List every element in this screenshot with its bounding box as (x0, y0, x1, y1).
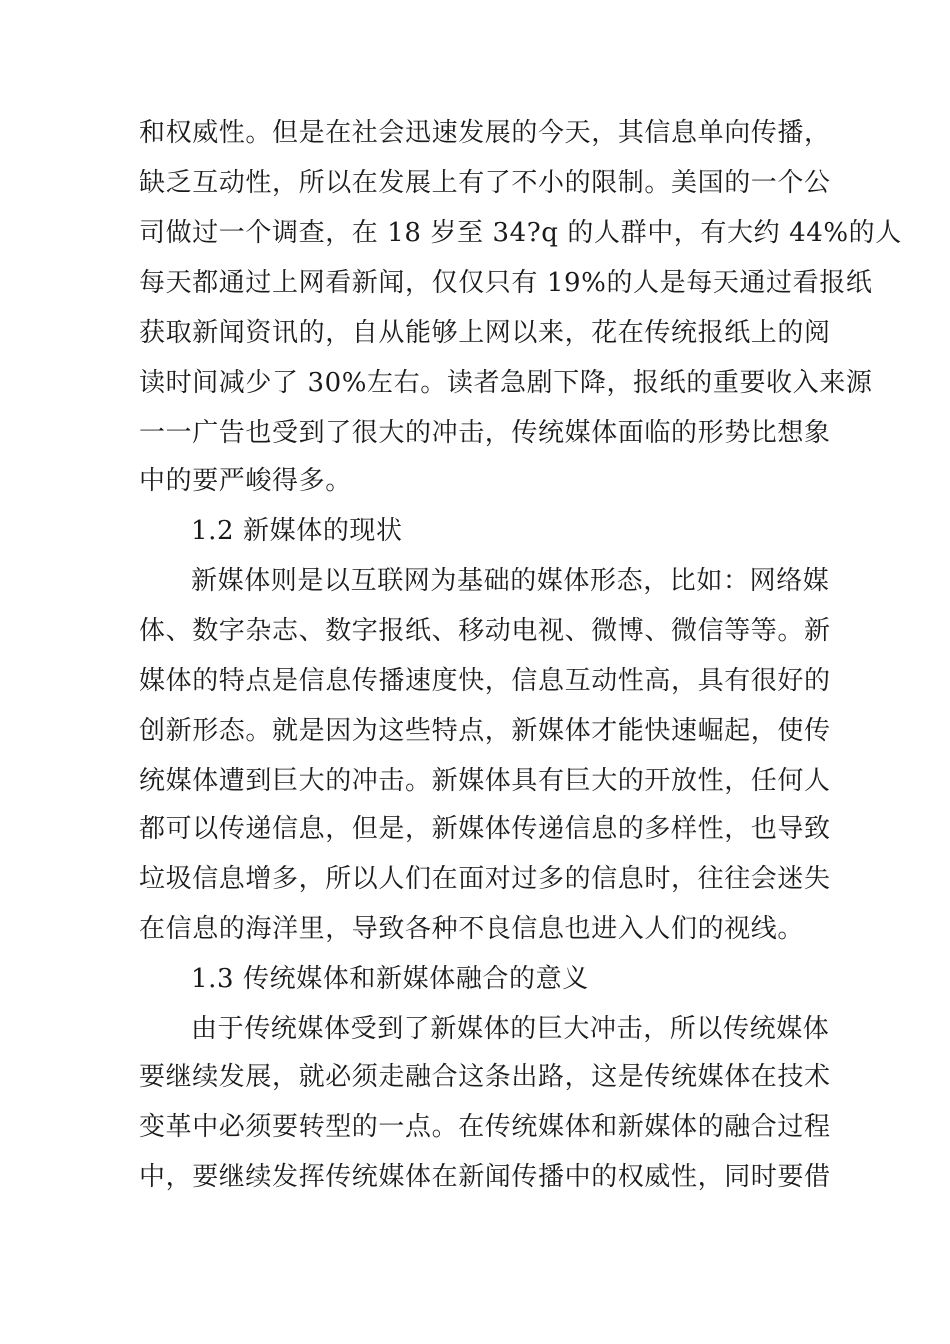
text-line: 创新形态。就是因为这些特点，新媒体才能快速崛起，使传 (139, 716, 831, 746)
text-line: 中，要继续发挥传统媒体在新闻传播中的权威性，同时要借 (139, 1162, 831, 1192)
section-heading: 1.3 传统媒体和新媒体融合的意义 (191, 964, 589, 994)
text-line: 要继续发展，就必须走融合这条出路，这是传统媒体在技术 (139, 1062, 831, 1092)
text-line: 和权威性。但是在社会迅速发展的今天，其信息单向传播， (139, 118, 831, 148)
section-heading: 1.2 新媒体的现状 (191, 516, 403, 546)
text-line: 一一广告也受到了很大的冲击，传统媒体面临的形势比想象 (139, 418, 831, 448)
text-line: 变革中必须要转型的一点。在传统媒体和新媒体的融合过程 (139, 1112, 831, 1142)
text-line: 体、数字杂志、数字报纸、移动电视、微博、微信等等。新 (139, 616, 831, 646)
text-line: 媒体的特点是信息传播速度快，信息互动性高，具有很好的 (139, 666, 831, 696)
text-line: 由于传统媒体受到了新媒体的巨大冲击，所以传统媒体 (191, 1014, 830, 1044)
text-line: 都可以传递信息，但是，新媒体传递信息的多样性，也导致 (139, 814, 831, 844)
text-line: 新媒体则是以互联网为基础的媒体形态，比如：网络媒 (191, 566, 830, 596)
text-line: 读时间减少了 30%左右。读者急剧下降，报纸的重要收入来源 (139, 368, 873, 398)
text-line: 缺乏互动性，所以在发展上有了不小的限制。美国的一个公 (139, 168, 831, 198)
text-line: 在信息的海洋里，导致各种不良信息也进入人们的视线。 (139, 914, 805, 944)
text-line: 中的要严峻得多。 (139, 466, 352, 496)
text-line: 司做过一个调查，在 18 岁至 34?q 的人群中，有大约 44%的人 (139, 218, 902, 248)
text-line: 获取新闻资讯的，自从能够上网以来，花在传统报纸上的阅 (139, 318, 831, 348)
text-line: 垃圾信息增多，所以人们在面对过多的信息时，往往会迷失 (139, 864, 831, 894)
text-line: 每天都通过上网看新闻，仅仅只有 19%的人是每天通过看报纸 (139, 268, 873, 298)
text-line: 统媒体遭到巨大的冲击。新媒体具有巨大的开放性，任何人 (139, 766, 831, 796)
